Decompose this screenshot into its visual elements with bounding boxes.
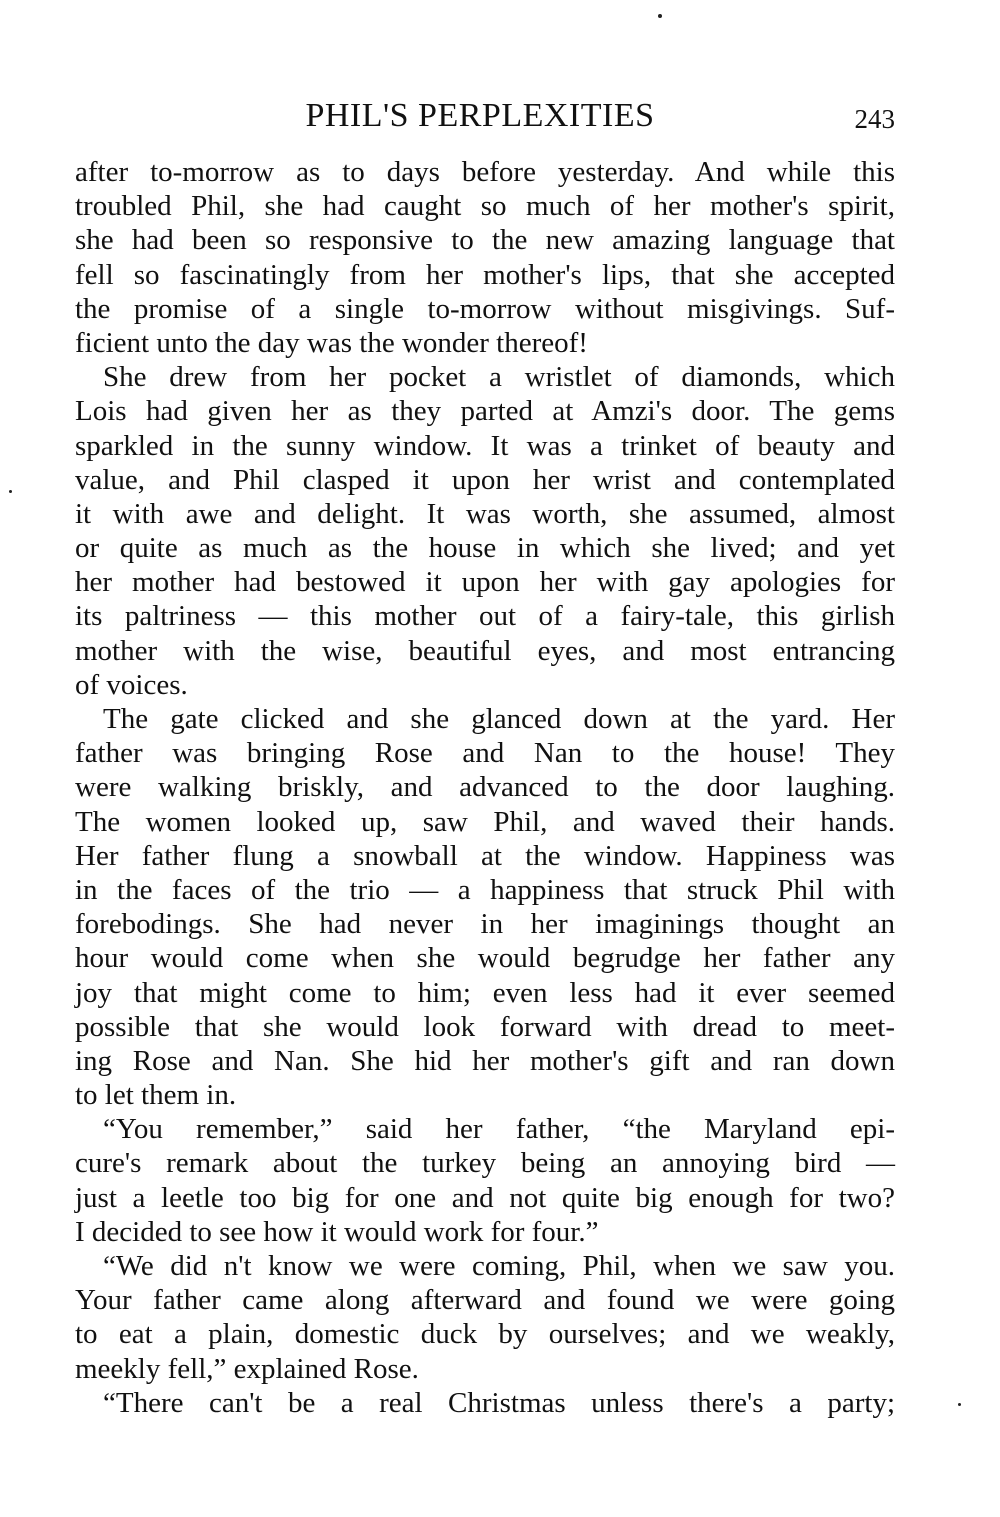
text-line: Your father came along afterward and found we were going — [75, 1284, 895, 1317]
text-line: or quite as much as the house in which she lived; and yet — [75, 532, 895, 565]
text-line: meekly fell,” explained Rose. — [75, 1352, 419, 1385]
text-line: were walking briskly, and advanced to the door laughing. — [75, 771, 895, 804]
text-line: Lois had given her as they parted at Amzi's door. The gems — [75, 395, 895, 428]
text-line: Her father flung a snowball at the window. Happiness was — [75, 839, 895, 872]
text-line: its paltriness — this mother out of a fairy-tale, this girlish — [75, 600, 895, 633]
text-line: She drew from her pocket a wristlet of diamonds, which — [103, 361, 895, 394]
text-line: joy that might come to him; even less had it ever seemed — [75, 976, 895, 1009]
text-line: in the faces of the trio — a happiness that struck Phil with — [75, 873, 895, 906]
text-line: it with awe and delight. It was worth, she assumed, almost — [75, 497, 895, 530]
text-line: value, and Phil clasped it upon her wrist and contemplated — [75, 463, 895, 496]
text-line: troubled Phil, she had caught so much of her mother's spirit, — [75, 190, 895, 223]
text-line: mother with the wise, beautiful eyes, and most entrancing — [75, 634, 895, 667]
text-line: she had been so responsive to the new amazing language that — [75, 224, 895, 257]
text-line: to let them in. — [75, 1079, 237, 1112]
text-line: cure's remark about the turkey being an annoying bird — — [75, 1147, 895, 1180]
print-speck — [958, 1403, 961, 1406]
text-line: ing Rose and Nan. She hid her mother's gift and ran down — [75, 1044, 895, 1077]
running-header-title: PHIL'S PERPLEXITIES — [305, 97, 655, 134]
text-line: “You remember,” said her father, “the Maryland epi- — [103, 1113, 895, 1146]
text-line: father was bringing Rose and Nan to the house! They — [75, 737, 895, 770]
text-line: of voices. — [75, 668, 188, 701]
text-line: possible that she would look forward with dread to meet- — [75, 1010, 895, 1043]
text-line: sparkled in the sunny window. It was a trinket of beauty and — [75, 429, 895, 462]
text-line: fell so fascinatingly from her mother's lips, that she accepted — [75, 258, 895, 291]
text-line: to eat a plain, domestic duck by ourselves; and we weakly, — [75, 1318, 895, 1351]
text-line: “We did n't know we were coming, Phil, when we saw you. — [103, 1250, 895, 1282]
text-line: forebodings. She had never in her imaginings thought an — [75, 908, 895, 941]
text-line: The gate clicked and she glanced down at the yard. Her — [103, 703, 895, 735]
body-text — [75, 155, 895, 1420]
page-number: 243 — [854, 104, 895, 134]
text-line: The women looked up, saw Phil, and waved their hands. — [75, 805, 895, 838]
text-line: just a leetle too big for one and not quite big enough for two? — [75, 1181, 895, 1214]
text-line: after to-morrow as to days before yesterday. And while this — [75, 156, 895, 188]
text-line: the promise of a single to-morrow without misgivings. Suf- — [75, 292, 895, 325]
text-line: ficient unto the day was the wonder thereof! — [75, 326, 588, 359]
text-line: “There can't be a real Christmas unless there's a party; — [103, 1386, 895, 1419]
text-line: hour would come when she would begrudge her father any — [75, 942, 895, 975]
print-speck — [658, 14, 662, 18]
text-line: I decided to see how it would work for four.” — [75, 1215, 599, 1248]
print-speck — [9, 490, 12, 493]
text-line: her mother had bestowed it upon her with gay apologies for — [75, 566, 895, 599]
